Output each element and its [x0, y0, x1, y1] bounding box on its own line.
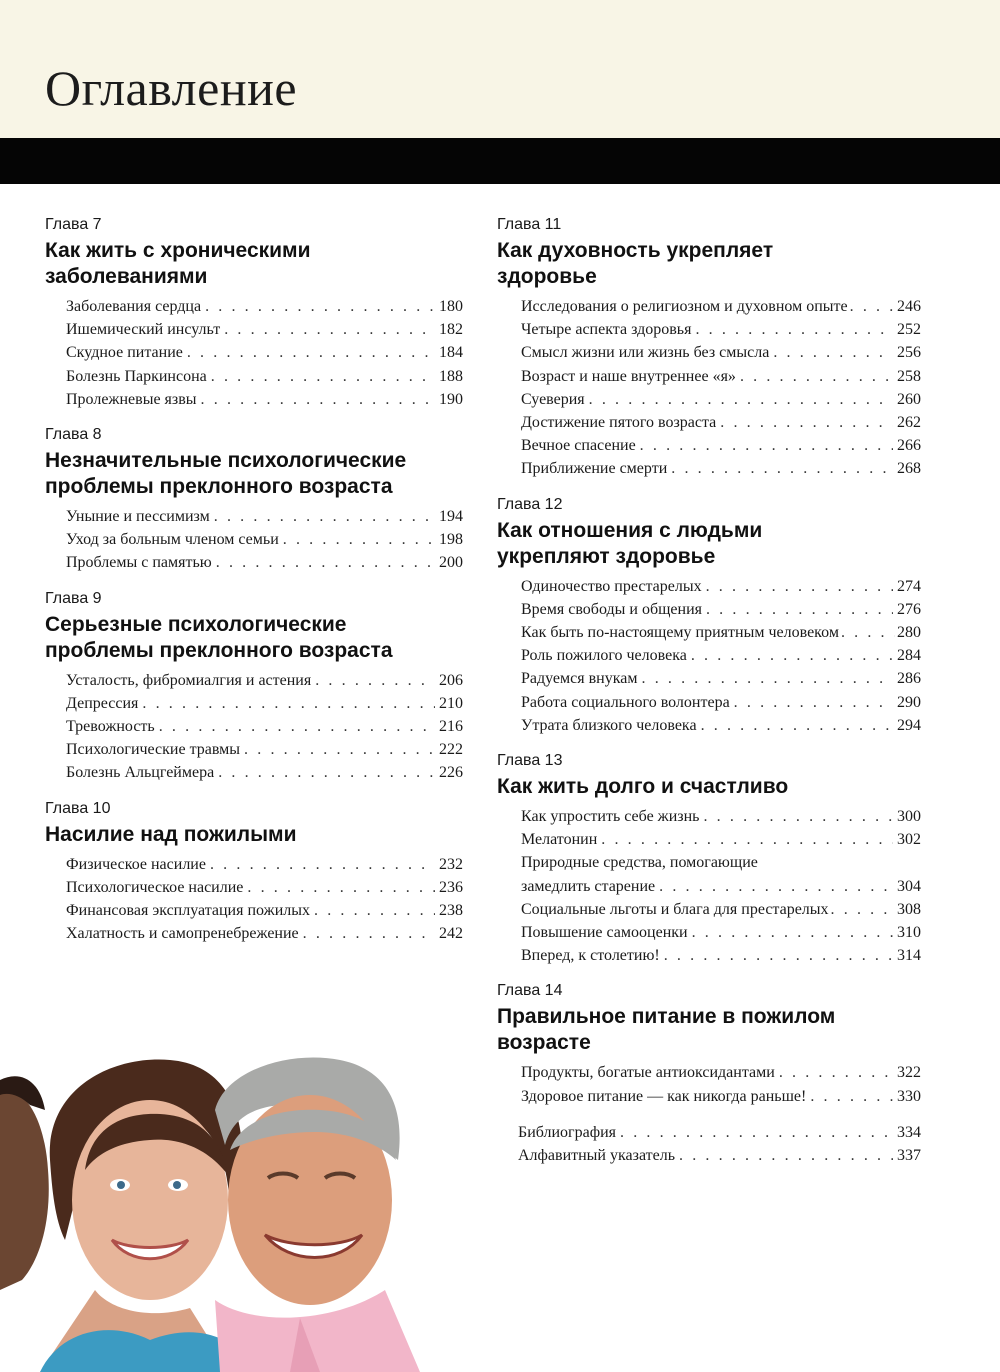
toc-entry[interactable] [66, 551, 463, 574]
entry-page: 266 [897, 437, 921, 455]
toc-entry[interactable] [521, 341, 921, 364]
chapter-title: Незначительные психологические проблемы преклонного возраста [45, 449, 407, 499]
entry-list [45, 505, 463, 575]
entry-page: 294 [897, 716, 921, 734]
toc-column-left [45, 214, 463, 958]
entry-title: Возраст и наше внутреннее «я» [521, 367, 736, 385]
entry-page: 337 [897, 1147, 921, 1165]
entry-title: Четыре аспекта здоровья [521, 321, 692, 339]
entry-page: 302 [897, 831, 921, 849]
entry-page: 188 [439, 367, 463, 385]
chapter-title: Как жить долго и счастливо [497, 775, 789, 799]
chapter-label: Глава 13 [497, 752, 563, 770]
dot-leader [671, 457, 893, 480]
entry-title: Психологические травмы [66, 741, 241, 759]
dot-leader [692, 921, 893, 944]
entry-title: Социальные льготы и блага для престарелых [521, 900, 829, 918]
dot-leader [701, 714, 893, 737]
dot-leader [679, 1144, 893, 1167]
toc-entry[interactable] [66, 295, 463, 318]
toc-entry[interactable] [66, 876, 463, 899]
toc-entry[interactable] [66, 738, 463, 761]
dot-leader [601, 828, 893, 851]
entry-page: 330 [897, 1087, 921, 1105]
dot-leader [841, 621, 895, 644]
entry-title: Болезнь Паркинсона [66, 367, 207, 385]
chapter-label: Глава 10 [45, 799, 111, 817]
chapter-label: Глава 12 [497, 495, 563, 513]
entry-title-continued: замедлить старение [521, 877, 656, 895]
dot-leader [201, 388, 435, 411]
entry-title: Библиография [518, 1123, 616, 1141]
dot-leader [640, 434, 893, 457]
toc-entry[interactable] [521, 457, 921, 480]
dot-leader [315, 669, 435, 692]
toc-entry[interactable] [521, 388, 921, 411]
dot-leader [850, 295, 895, 318]
entry-page: 256 [897, 344, 921, 362]
dot-leader [691, 644, 893, 667]
dot-leader [695, 318, 893, 341]
dot-leader [283, 528, 435, 551]
dot-leader [706, 598, 893, 621]
entry-title: Природные средства, помогающие [521, 854, 758, 872]
toc-entry[interactable] [66, 922, 463, 945]
dot-leader [224, 318, 435, 341]
back-matter-list [497, 1121, 921, 1167]
dot-leader [773, 341, 893, 364]
entry-title: Финансовая эксплуатация пожилых [66, 902, 310, 920]
dot-leader [734, 691, 893, 714]
toc-entry[interactable] [66, 899, 463, 922]
chapter-title: Правильное питание в пожилом возрасте [497, 1005, 836, 1055]
dot-leader [303, 922, 435, 945]
entry-title: Усталость, фибромиалгия и астения [66, 671, 312, 689]
toc-entry[interactable] [521, 691, 921, 714]
dot-leader [210, 853, 435, 876]
entry-title: Психологическое насилие [66, 878, 244, 896]
entry-title: Время свободы и общения [521, 600, 702, 618]
entry-list [45, 853, 463, 946]
chapter-title: Как духовность укрепляет здоровье [497, 239, 774, 288]
chapter-9 [45, 588, 463, 785]
entry-page: 246 [897, 298, 921, 315]
entry-title: Халатность и самопренебрежение [66, 925, 299, 943]
entry-title: Как упростить себе жизнь [521, 808, 700, 826]
entry-page: 268 [897, 460, 921, 478]
entry-title: Роль пожилого человека [521, 647, 687, 665]
toc-entry[interactable] [521, 667, 921, 690]
toc-entry[interactable] [521, 714, 921, 737]
entry-list [497, 295, 921, 481]
toc-entry[interactable] [66, 365, 463, 388]
entry-page: 290 [897, 693, 921, 711]
entry-page: 184 [439, 344, 463, 362]
dot-leader [706, 575, 893, 598]
dot-leader [720, 411, 893, 434]
chapter-label: Глава 8 [45, 426, 102, 444]
toc-entry[interactable] [521, 921, 921, 944]
dot-leader [205, 295, 435, 318]
header [0, 0, 1000, 138]
entry-page: 242 [439, 925, 463, 943]
entry-title: Уход за больным членом семьи [66, 531, 279, 549]
toc-entry[interactable] [521, 851, 921, 897]
toc-entry[interactable] [66, 318, 463, 341]
dot-leader [214, 505, 435, 528]
entry-title: Проблемы с памятью [66, 554, 212, 572]
toc-entry[interactable] [521, 411, 921, 434]
entry-page: 232 [439, 855, 463, 873]
entry-list [45, 669, 463, 785]
entry-page: 236 [439, 878, 463, 896]
toc-entry[interactable] [521, 644, 921, 667]
dot-leader [642, 667, 894, 690]
entry-title: Работа социального волонтера [521, 693, 730, 711]
entry-page: 180 [439, 298, 463, 315]
entry-page: 258 [897, 367, 921, 385]
entry-page: 322 [897, 1064, 921, 1082]
dot-leader [216, 551, 435, 574]
entry-title: Суеверия [521, 390, 585, 408]
entry-page: 314 [897, 947, 921, 965]
entry-list [45, 295, 463, 411]
entry-title: Как быть по-настоящему приятным человеком [521, 624, 839, 642]
entry-title: Повышение самооценки [521, 924, 688, 942]
entry-page: 238 [439, 902, 463, 920]
smiling-seniors-photo [0, 1050, 430, 1372]
toc-entry[interactable] [66, 669, 463, 692]
entry-title: Достижение пятого возраста [521, 414, 717, 432]
dot-leader [211, 365, 435, 388]
chapter-label: Глава 14 [497, 982, 563, 1000]
toc-entry[interactable] [521, 575, 921, 598]
dot-leader [703, 805, 893, 828]
entry-page: 200 [439, 554, 463, 572]
entry-page: 226 [439, 764, 463, 782]
black-band [0, 138, 1000, 184]
toc-entry[interactable] [66, 761, 463, 784]
toc-entry[interactable] [521, 1061, 921, 1084]
toc-entry[interactable] [521, 944, 921, 967]
entry-page: 274 [897, 577, 921, 595]
entry-title: Мелатонин [521, 831, 598, 849]
toc-entry[interactable] [66, 341, 463, 364]
dot-leader [810, 1085, 893, 1108]
entry-page: 310 [897, 924, 921, 942]
dot-leader [664, 944, 893, 967]
entry-page: 262 [897, 414, 921, 432]
toc-entry[interactable] [66, 853, 463, 876]
toc-entry[interactable] [521, 621, 921, 644]
dot-leader [740, 365, 893, 388]
entry-page: 286 [897, 670, 921, 688]
chapter-title: Серьезные психологические проблемы преклонного возраста [45, 612, 393, 662]
toc-entry[interactable] [66, 505, 463, 528]
entry-page: 304 [897, 877, 921, 895]
dot-leader [620, 1121, 893, 1144]
chapter-8 [45, 424, 463, 575]
dot-leader [659, 875, 893, 898]
chapter-title: Как жить с хроническими заболеваниями [45, 239, 311, 288]
entry-page: 334 [897, 1123, 921, 1141]
entry-title: Депрессия [66, 694, 139, 712]
chapter-10 [45, 798, 463, 946]
toc-entry[interactable] [521, 365, 921, 388]
dot-leader [244, 738, 435, 761]
entry-title: Физическое насилие [66, 855, 206, 873]
toc-entry[interactable] [521, 898, 921, 921]
toc-entry[interactable] [521, 805, 921, 828]
entry-page: 198 [439, 531, 463, 549]
toc-entry[interactable] [66, 692, 463, 715]
entry-title: Тревожность [66, 718, 155, 736]
entry-title: Здоровое питание — как никогда раньше! [521, 1087, 807, 1105]
toc-entry[interactable] [66, 715, 463, 738]
entry-title: Приближение смерти [521, 460, 668, 478]
page-title: Оглавление [45, 60, 298, 116]
entry-page: 210 [439, 694, 463, 712]
toc-entry[interactable] [66, 528, 463, 551]
entry-page: 206 [439, 671, 463, 689]
toc-entry-bibliography[interactable] [518, 1121, 921, 1144]
entry-title: Болезнь Альцгеймера [66, 764, 215, 782]
entry-page: 216 [439, 718, 463, 736]
dot-leader [142, 692, 435, 715]
entry-title: Вперед, к столетию! [521, 947, 660, 965]
entry-page: 308 [897, 900, 921, 918]
entry-title: Вечное спасение [521, 437, 636, 455]
dot-leader [187, 341, 435, 364]
chapter-13 [497, 750, 921, 967]
entry-page: 284 [897, 647, 921, 665]
entry-page: 222 [439, 741, 463, 759]
entry-title: Заболевания сердца [66, 298, 202, 315]
entry-list [497, 575, 921, 737]
toc-entry[interactable] [521, 598, 921, 621]
dot-leader [247, 876, 435, 899]
entry-title: Ишемический инсульт [66, 321, 221, 339]
entry-page: 276 [897, 600, 921, 618]
chapter-11 [497, 214, 921, 481]
toc-entry[interactable] [521, 295, 921, 318]
dot-leader [218, 761, 435, 784]
entry-title: Смысл жизни или жизнь без смысла [521, 344, 770, 362]
entry-page: 190 [439, 390, 463, 408]
toc-entry-index[interactable] [518, 1144, 921, 1167]
entry-list [497, 805, 921, 967]
entry-title: Уныние и пессимизм [66, 508, 210, 526]
entry-title: Утрата близкого человека [521, 716, 697, 734]
entry-title: Скудное питание [66, 344, 183, 362]
dot-leader [779, 1061, 893, 1084]
toc-entry[interactable] [521, 828, 921, 851]
dot-leader [589, 388, 893, 411]
toc-entry[interactable] [521, 434, 921, 457]
entry-title: Радуемся внукам [521, 670, 638, 688]
chapter-12 [497, 494, 921, 737]
chapter-label: Глава 11 [497, 216, 562, 233]
toc-column-right [497, 214, 921, 1180]
toc-entry[interactable] [521, 1085, 921, 1108]
entry-page: 182 [439, 321, 463, 339]
entry-title: Одиночество престарелых [521, 577, 702, 595]
entry-title: Продукты, богатые антиоксидантами [521, 1064, 775, 1082]
entry-page: 252 [897, 321, 921, 339]
entry-page: 194 [439, 508, 463, 526]
toc-entry[interactable] [521, 318, 921, 341]
chapter-title: Как отношения с людьми укрепляют здоровье [497, 518, 763, 568]
chapter-label: Глава 7 [45, 216, 102, 233]
entry-list [497, 1061, 921, 1107]
entry-title: Исследования о религиозном и духовном опыте [521, 298, 848, 315]
entry-page: 300 [897, 808, 921, 826]
toc-entry[interactable] [66, 388, 463, 411]
chapter-title: Насилие над пожилыми [45, 822, 297, 846]
entry-title: Пролежневые язвы [66, 390, 197, 408]
entry-page: 260 [897, 390, 921, 408]
chapter-7 [45, 214, 463, 411]
dot-leader [831, 898, 895, 921]
chapter-label: Глава 9 [45, 589, 102, 607]
dot-leader [159, 715, 435, 738]
dot-leader [314, 899, 435, 922]
entry-title: Алфавитный указатель [518, 1147, 676, 1165]
entry-page: 280 [897, 624, 921, 642]
chapter-14 [497, 980, 921, 1107]
